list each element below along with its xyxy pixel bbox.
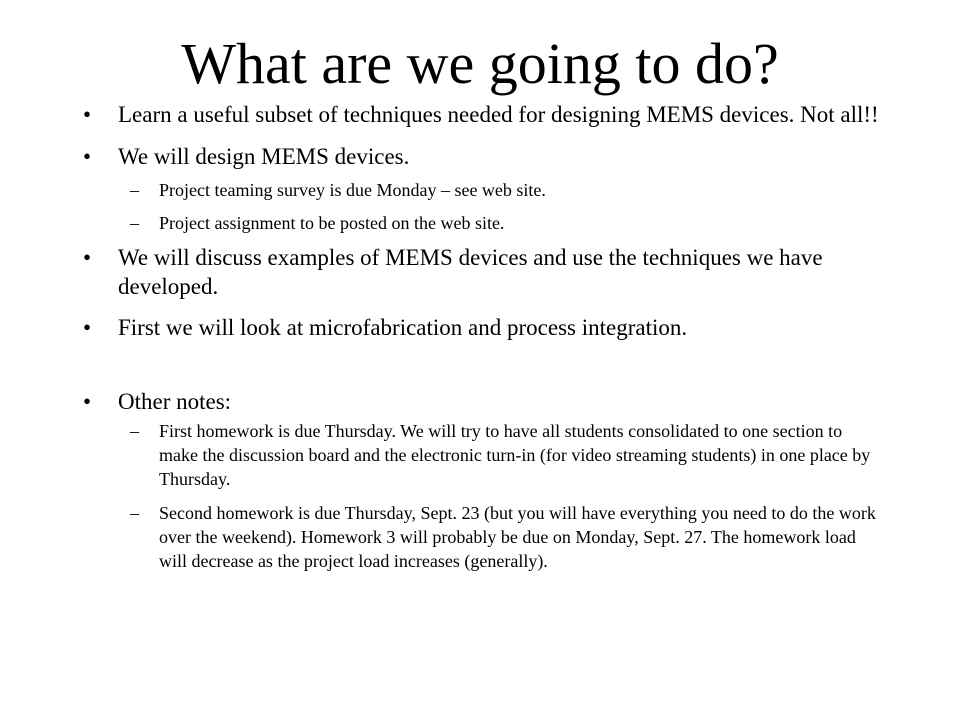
dash-icon: –	[130, 213, 139, 233]
sub-bullet-text: Second homework is due Thursday, Sept. 23 (but you will have everything you need to do the work over the weekend). Homework 3 will probably be due on Monday, Sept. 27. The homework load will decrease as the project load increases (generally).	[159, 503, 876, 571]
bullet-item	[0, 100, 960, 129]
dash-icon: –	[130, 421, 139, 441]
dash-icon: –	[130, 180, 139, 200]
bullet-item	[0, 243, 960, 301]
bullet-item	[0, 387, 960, 416]
bullet-text: Learn a useful subset of techniques needed for designing MEMS devices. Not all!!	[118, 102, 879, 127]
sub-bullet-text: Project teaming survey is due Monday – see web site.	[159, 180, 546, 200]
sub-bullet-item	[0, 211, 960, 235]
bullet-item	[0, 313, 960, 342]
bullet-dot-icon: •	[83, 389, 92, 414]
sub-bullet-text: First homework is due Thursday. We will try to have all students consolidated to one section to make the discussion board and the electronic turn-in (for video streaming students) in one place by Thursday.	[159, 421, 871, 489]
bullet-dot-icon: •	[83, 245, 92, 270]
bullet-item	[0, 142, 960, 171]
sub-bullet-item	[0, 419, 960, 491]
sub-bullet-item	[0, 501, 960, 573]
sub-bullet-text: Project assignment to be posted on the web site.	[159, 213, 505, 233]
bullet-text: We will design MEMS devices.	[118, 144, 410, 169]
slide-title: What are we going to do?	[181, 31, 779, 96]
bullet-text: First we will look at microfabrication and process integration.	[118, 315, 688, 340]
bullet-dot-icon: •	[83, 102, 92, 127]
bullet-dot-icon: •	[83, 144, 92, 169]
dash-icon: –	[130, 503, 139, 523]
slide-body	[0, 100, 960, 573]
bullet-dot-icon: •	[83, 315, 92, 340]
bullet-text: We will discuss examples of MEMS devices and use the techniques we have developed.	[118, 245, 823, 299]
bullet-text: Other notes:	[118, 389, 232, 414]
sub-bullet-item	[0, 178, 960, 202]
